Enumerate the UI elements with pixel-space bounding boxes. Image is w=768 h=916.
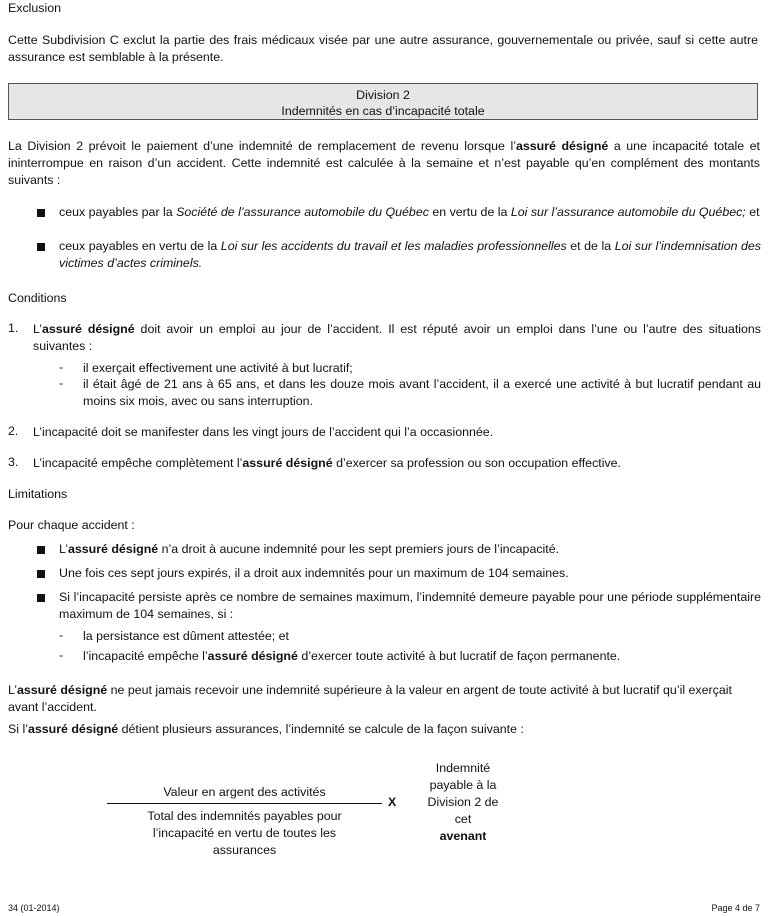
exclusion-heading: Exclusion — [8, 1, 62, 15]
closing-paragraph: Si l’assuré désigné détient plusieurs assurances, l’indemnité se calcule de la façon suivante : — [8, 722, 524, 736]
sub-item: il exerçait effectivement une activité à but lucratif; — [83, 361, 353, 375]
list-item: L’assuré désigné n’a droit à aucune indemnité pour les sept premiers jours de l’incapacité. — [59, 542, 560, 556]
bullet-icon — [37, 570, 45, 578]
condition-item: L’incapacité doit se manifester dans les vingt jours de l’accident qui l’a occasionnée. — [33, 425, 494, 439]
condition-number: 1. — [8, 321, 19, 335]
list-item: ceux payables en vertu de la Loi sur les accidents du travail et les maladies professionnelles et de la Loi sur l’indemnisation des victimes d’actes criminels. — [59, 239, 762, 270]
footer-form-code: 34 (01-2014) — [8, 903, 60, 913]
sub-item: la persistance est dûment attestée; et — [83, 629, 289, 643]
conditions-heading: Conditions — [8, 291, 67, 305]
formula-numerator: Valeur en argent des activités — [163, 785, 326, 799]
dash-marker: - — [59, 648, 64, 662]
exclusion-text: Cette Subdivision C exclut la partie des frais médicaux visée par une autre assurance, gouvernementale ou privée, sauf si cette autre assurance est semblable à la présente. — [8, 33, 758, 64]
sub-item: il était âgé de 21 ans à 65 ans, et dans les douze mois avant l’accident, il a exercé une activité à but lucratif pendant au moins six mois, avec ou sans interruption. — [83, 377, 761, 408]
footer-page-number: Page 4 de 7 — [711, 903, 760, 913]
multiply-operator: X — [388, 795, 397, 809]
fraction-bar — [107, 803, 382, 804]
formula-right-term: Indemnité payable à la Division 2 de cet avenant — [427, 761, 499, 843]
bullet-icon — [37, 594, 45, 602]
condition-number: 3. — [8, 455, 19, 469]
bullet-icon — [37, 209, 45, 217]
limitations-heading: Limitations — [8, 487, 68, 501]
division-title: Indemnités en cas d’incapacité totale — [281, 104, 485, 118]
formula-denominator: Total des indemnités payables pour l’incapacité en vertu de toutes les assurances — [147, 809, 342, 857]
condition-item: L’assuré désigné doit avoir un emploi au jour de l’accident. Il est réputé avoir un emploi dans l’une ou l’autre des situations suivantes : — [33, 322, 761, 353]
closing-paragraph: L’assuré désigné ne peut jamais recevoir une indemnité supérieure à la valeur en argent de toute activité à but lucratif qu’il exerçait avant l’accident. — [8, 683, 732, 714]
list-item: Une fois ces sept jours expirés, il a droit aux indemnités pour un maximum de 104 semaines. — [59, 566, 569, 580]
dash-marker: - — [59, 360, 64, 374]
condition-number: 2. — [8, 424, 19, 438]
bullet-icon — [37, 546, 45, 554]
intro-paragraph: La Division 2 prévoit le paiement d’une indemnité de remplacement de revenu lorsque l’assuré désigné a une incapacité totale et ininterrompue en raison d’un accident. Cette indemnité est calculée à la semaine et n’est payable qu’en complément des montants suivants : — [8, 139, 760, 187]
bullet-icon — [37, 243, 45, 251]
division-title-box — [8, 83, 758, 120]
condition-item: L’incapacité empêche complètement l’assuré désigné d’exercer sa profession ou son occupation effective. — [33, 456, 621, 470]
list-item: ceux payables par la Société de l’assurance automobile du Québec en vertu de la Loi sur l’assurance automobile du Québec; et — [59, 205, 760, 219]
defined-term: assuré désigné — [515, 139, 609, 153]
limitations-lead: Pour chaque accident : — [8, 518, 135, 532]
dash-marker: - — [59, 628, 64, 642]
list-item: Si l’incapacité persiste après ce nombre de semaines maximum, l’indemnité demeure payable pour une période supplémentaire maximum de 104 semaines, si : — [59, 590, 761, 621]
division-number: Division 2 — [356, 88, 410, 102]
dash-marker: - — [59, 376, 64, 390]
sub-item: l’incapacité empêche l’assuré désigné d’exercer toute activité à but lucratif de façon permanente. — [83, 649, 621, 663]
